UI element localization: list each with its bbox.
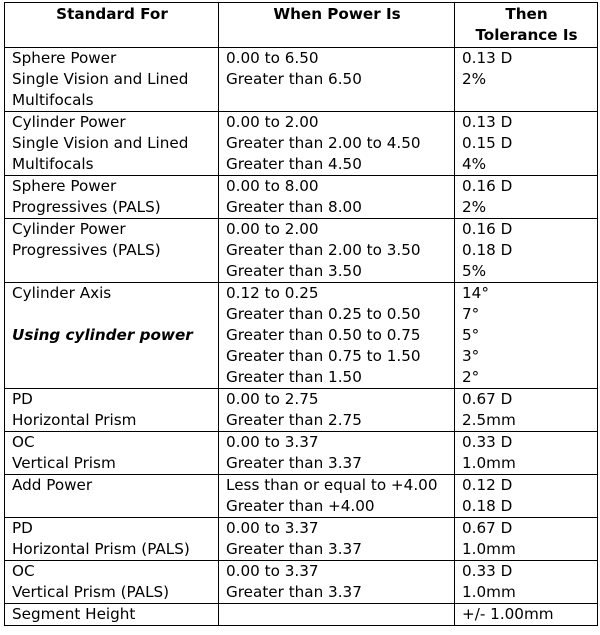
table-row (5, 48, 598, 112)
standard-cell: Cylinder Power Progressives (PALS) (5, 219, 219, 283)
tolerance-cell: 0.67 D 1.0mm (455, 518, 598, 561)
standard-cell: PD Horizontal Prism (PALS) (5, 518, 219, 561)
table-row (5, 389, 598, 432)
table-row (5, 219, 598, 283)
tolerance-cell: 0.13 D 0.15 D 4% (455, 112, 598, 176)
tolerance-cell: +/- 1.00mm (455, 604, 598, 626)
tolerance-cell: 0.12 D 0.18 D (455, 475, 598, 518)
standard-cell: Cylinder Axis Using cylinder power (5, 283, 219, 389)
power-cell: 0.00 to 3.37 Greater than 3.37 (219, 518, 455, 561)
table-row (5, 176, 598, 219)
table-row (5, 432, 598, 475)
tolerance-cell: 14° 7° 5° 3° 2° (455, 283, 598, 389)
power-cell: 0.00 to 2.00 Greater than 2.00 to 3.50 Greater than 3.50 (219, 219, 455, 283)
tolerance-cell: 0.13 D 2% (455, 48, 598, 112)
standard-cell: PD Horizontal Prism (5, 389, 219, 432)
tolerance-cell: 0.16 D 2% (455, 176, 598, 219)
header-row (5, 3, 598, 48)
standard-cell: Sphere Power Progressives (PALS) (5, 176, 219, 219)
power-cell: 0.00 to 3.37 Greater than 3.37 (219, 561, 455, 604)
power-cell: 0.00 to 6.50 Greater than 6.50 (219, 48, 455, 112)
header-then-tolerance-is: Then Tolerance Is (455, 3, 598, 48)
standard-cell: Sphere Power Single Vision and Lined Multifocals (5, 48, 219, 112)
power-cell: 0.12 to 0.25 Greater than 0.25 to 0.50 Greater than 0.50 to 0.75 Greater than 0.75 to 1.50 Greater than 1.50 (219, 283, 455, 389)
cylinder-power-note: Using cylinder power (12, 326, 193, 344)
table-row (5, 604, 598, 626)
tolerance-cell: 0.33 D 1.0mm (455, 561, 598, 604)
tolerance-cell: 0.33 D 1.0mm (455, 432, 598, 475)
power-cell: 0.00 to 8.00 Greater than 8.00 (219, 176, 455, 219)
standard-cell: OC Vertical Prism (PALS) (5, 561, 219, 604)
standard-cell: Cylinder Power Single Vision and Lined Multifocals (5, 112, 219, 176)
table-row (5, 112, 598, 176)
table-row (5, 283, 598, 389)
standard-cell: Segment Height (5, 604, 219, 626)
power-cell: 0.00 to 2.00 Greater than 2.00 to 4.50 Greater than 4.50 (219, 112, 455, 176)
tolerance-cell: 0.16 D 0.18 D 5% (455, 219, 598, 283)
power-cell: Less than or equal to +4.00 Greater than +4.00 (219, 475, 455, 518)
standard-cell: Add Power (5, 475, 219, 518)
header-standard-for: Standard For (5, 3, 219, 48)
table-row (5, 518, 598, 561)
table-row (5, 475, 598, 518)
tolerance-cell: 0.67 D 2.5mm (455, 389, 598, 432)
tolerance-table (4, 2, 598, 626)
header-when-power-is: When Power Is (219, 3, 455, 48)
power-cell (219, 604, 455, 626)
table-row (5, 561, 598, 604)
standard-cell: OC Vertical Prism (5, 432, 219, 475)
power-cell: 0.00 to 3.37 Greater than 3.37 (219, 432, 455, 475)
power-cell: 0.00 to 2.75 Greater than 2.75 (219, 389, 455, 432)
